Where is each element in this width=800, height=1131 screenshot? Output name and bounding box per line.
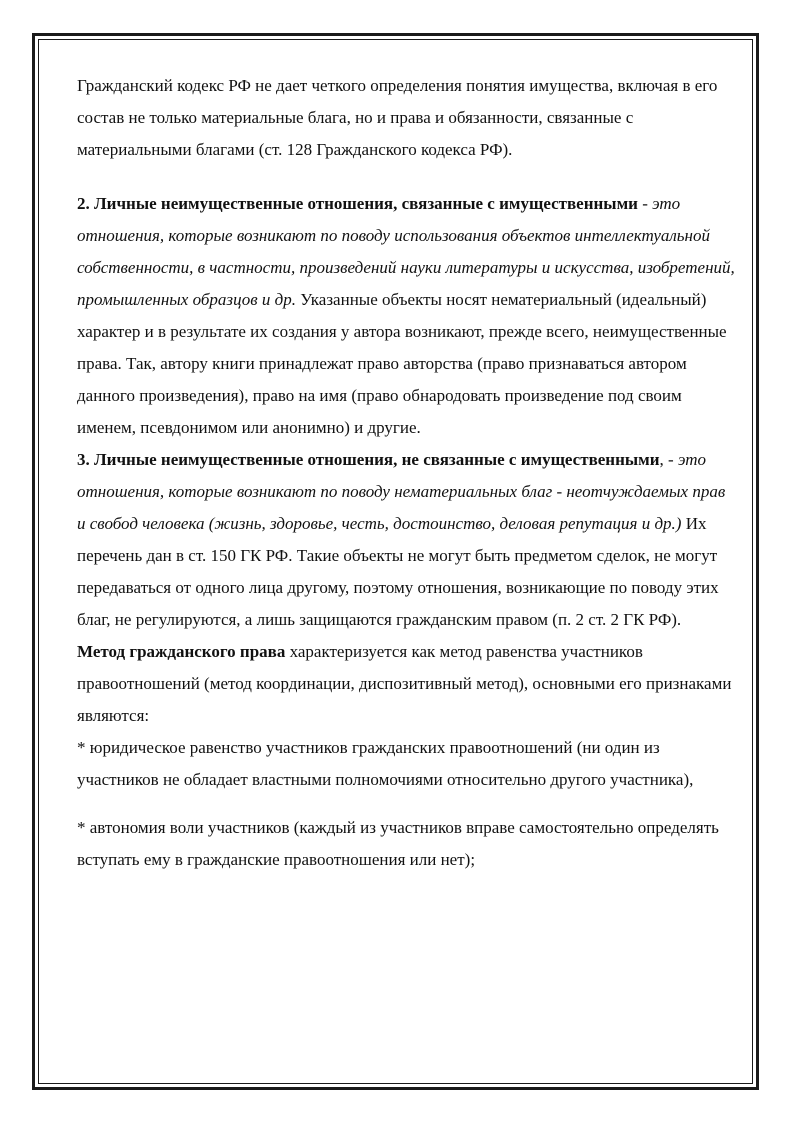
paragraph-property-definition: Гражданский кодекс РФ не дает четкого определения понятия имущества, включая в его состав не только материальные блага, но и права и обязанности, связанные с материальными благами (ст. 128 Гражданского кодекса РФ). <box>77 76 718 159</box>
list-item-autonomy-of-will: * автономия воли участников (каждый из участников вправе самостоятельно определять вступать ему в гражданские правоотношения или нет); <box>77 818 719 869</box>
heading-personal-nonproperty: 3. Личные неимущественные отношения, не связанные с имущественными <box>77 450 660 469</box>
paragraph-civil-law-method <box>77 636 737 732</box>
text-civil-law-method: характеризуется как метод равенства участников правоотношений (метод координации, диспозитивный метод), основными его признаками являются: <box>77 642 732 725</box>
definition-personal-property-related: - это отношения, которые возникают по поводу использования объектов интеллектуальной собственности, в частности, произведений науки литературы и искусства, изобретений, промышленных образцов и др. <box>77 194 735 309</box>
list-item-legal-equality: * юридическое равенство участников гражданских правоотношений (ни один из участников не обладает властными полномочиями относительно другого участника), <box>77 738 694 789</box>
spacer <box>77 796 737 812</box>
paragraph-personal-property-related <box>77 188 737 444</box>
heading-personal-property-related: 2. Личные неимущественные отношения, связанные с имущественными <box>77 194 638 213</box>
heading-comma: , <box>659 450 664 469</box>
text-personal-property-related: Указанные объекты носят нематериальный (идеальный) характер и в результате их создания у автора возникают, прежде всего, неимущественные права. Так, автору книги принадлежат право авторства (право признаваться автором данного произведения), право на имя (право обнародовать произведение под своим именем, псевдонимом или анонимно) и другие. <box>77 290 727 437</box>
paragraph-personal-nonproperty <box>77 444 737 636</box>
spacer <box>77 166 737 188</box>
text-personal-nonproperty: Их перечень дан в ст. 150 ГК РФ. Такие объекты не могут быть предметом сделок, не могут передаваться от одного лица другому, поэтому отношения, возникающие по поводу этих благ, не регулируются, а лишь защищаются гражданским правом (п. 2 ст. 2 ГК РФ). <box>77 514 719 629</box>
definition-personal-nonproperty: - это отношения, которые возникают по поводу нематериальных благ - неотчуждаемых прав и свобод человека (жизнь, здоровье, честь, достоинство, деловая репутация и др.) <box>77 450 726 533</box>
document-body <box>77 70 737 876</box>
heading-civil-law-method: Метод гражданского права <box>77 642 286 661</box>
